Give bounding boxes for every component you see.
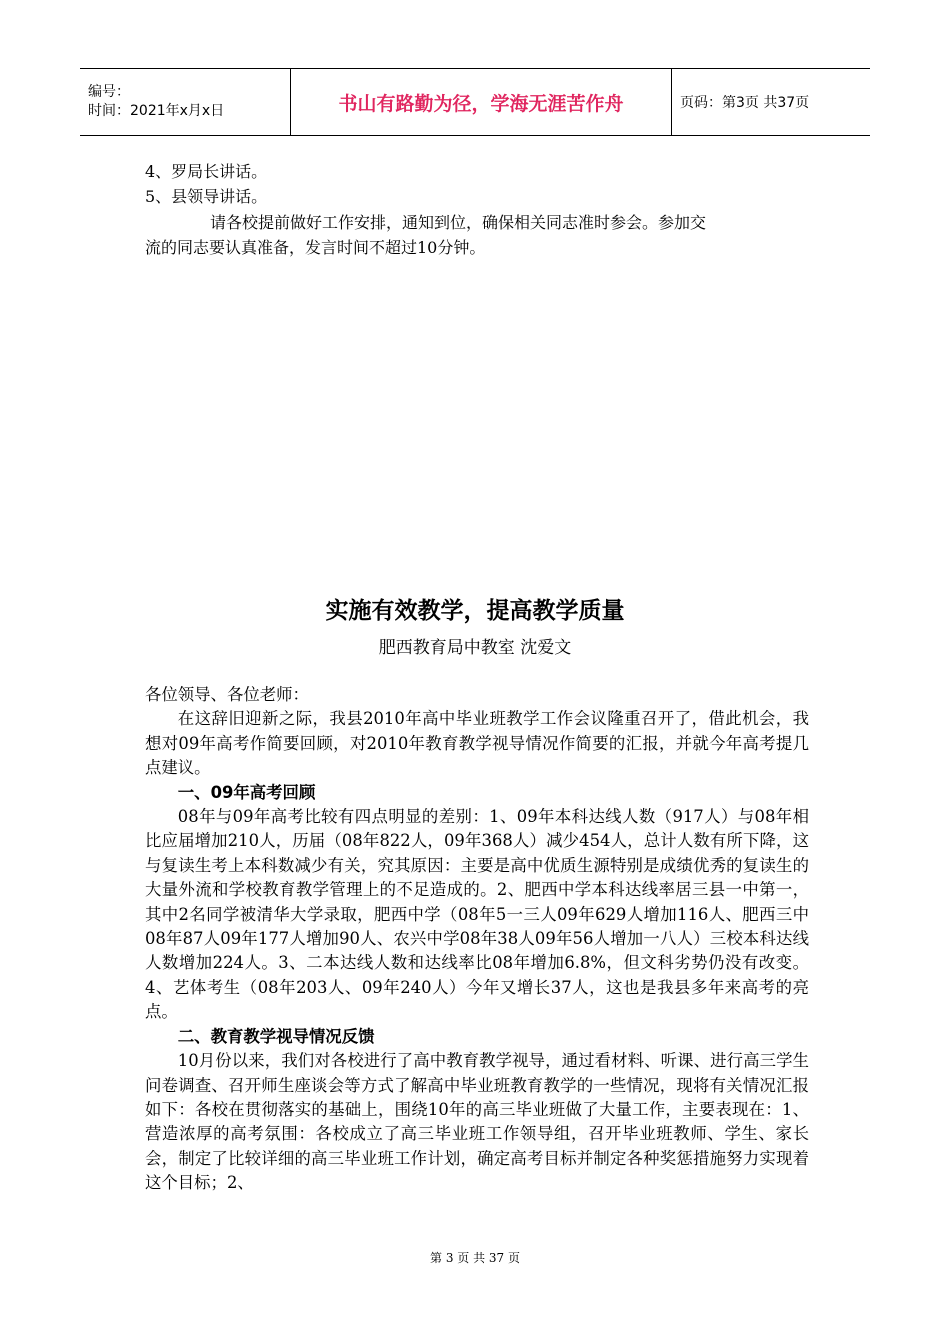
article-author: 肥西教育局中教室 沈爱文 — [378, 638, 572, 658]
page-footer: 第 3 页 共 37 页 — [430, 1251, 520, 1265]
notice-line-2: 流的同志要认真准备，发言时间不超过10分钟。 — [145, 238, 486, 257]
section-2-paragraph: 10月份以来，我们对各校进行了高中教育教学视导，通过看材料、听课、进行高三学生问卷调查、召开师生座谈会等方式了解高中毕业班教育教学的一些情况，现将有关情况汇报如下：各校在贯彻落实的基础上，围绕10年的高三毕业班做了大量工作，主要表现在：1、营造浓厚的高考氛围：各校成立了高三毕业班工作领导组，召开毕业班教师、学生、家长会，制定了比较详细的高三毕业班工作计划，确定高考目标并制定各种奖惩措施努力实现着这个目标；2、 — [145, 1051, 809, 1193]
article-title: 实施有效教学，提高教学质量 — [325, 598, 625, 624]
header-motto: 书山有路勤为径，学海无涯苦作舟 — [291, 69, 672, 136]
agenda-item-5: 5、县领导讲话。 — [145, 187, 268, 206]
salutation: 各位领导、各位老师： — [145, 685, 309, 704]
header-time: 时间：2021年x月x日 — [88, 103, 225, 119]
intro-paragraph: 在这辞旧迎新之际，我县2010年高中毕业班教学工作会议隆重召开了，借此机会，我想对09年高考作简要回顾，对2010年教育教学视导情况作简要的汇报，并就今年高考提几点建议。 — [145, 709, 809, 778]
document-header — [80, 68, 870, 136]
notice-line-1: 请各校提前做好工作安排，通知到位，确保相关同志准时参会。参加交 — [210, 213, 707, 232]
header-number: 编号： — [88, 84, 130, 100]
section-1-heading: 一、09年高考回顾 — [177, 782, 316, 802]
header-page-label: 页码：第3页 共37页 — [672, 69, 871, 136]
section-1-paragraph: 08年与09年高考比较有四点明显的差别：1、09年本科达线人数（917人）与08年相比应届增加210人，历届（08年822人，09年368人）减少454人，总计人数有所下降，这与复读生考上本科数减少有关，究其原因：主要是高中优质生源特别是成绩优秀的复读生的大量外流和学校教育教学管理上的不足造成的。2、肥西中学本科达线率居三县一中第一，其中2名同学被清华大学录取，肥西中学（08年5一三人09年629人增加116人、肥西三中08年87人09年177人增加90人、农兴中学08年38人09年56人增加一八人）三校本科达线人数增加224人。3、二本达线人数和达线率比08年增加6.8%，但文科劣势仍没有改变。4、艺体考生（08年203人、09年240人）今年又增长37人，这也是我县多年来高考的亮点。 — [145, 807, 809, 1022]
section-2-heading: 二、教育教学视导情况反馈 — [177, 1026, 375, 1046]
article-body — [145, 683, 809, 1196]
agenda-item-4: 4、罗局长讲话。 — [145, 162, 268, 181]
header-meta-cell — [80, 69, 291, 136]
